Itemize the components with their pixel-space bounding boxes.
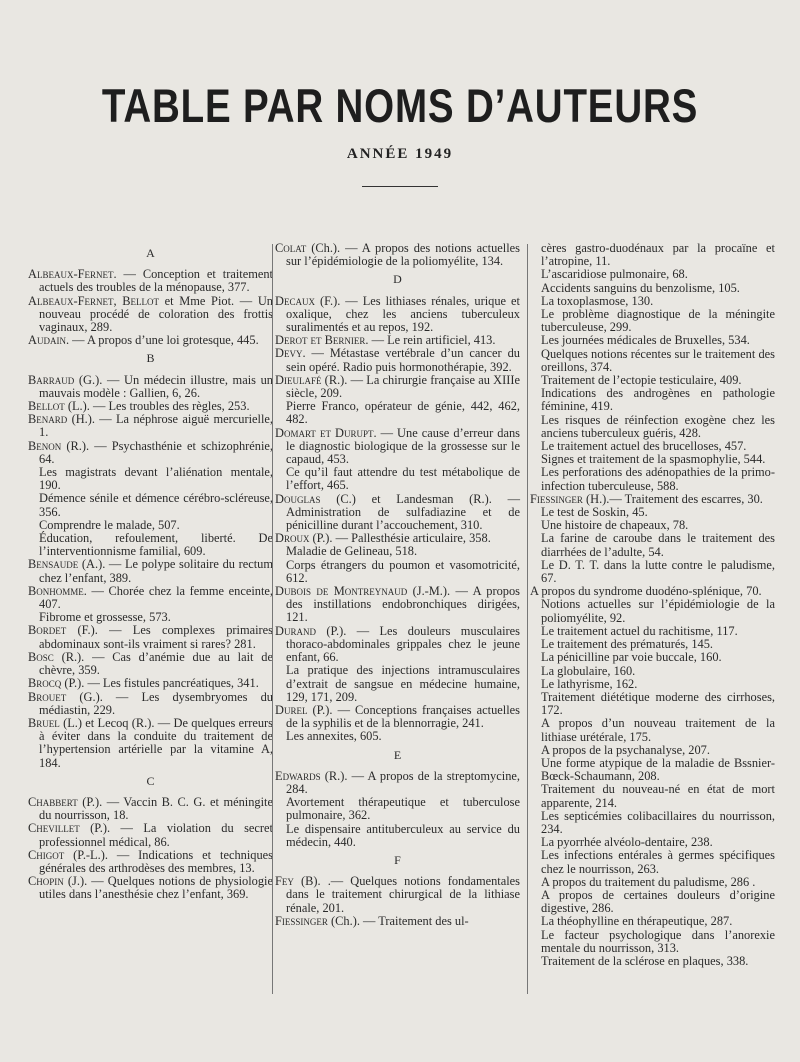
entry-text: A propos de certaines douleurs d’origine digestive, 286. [541,887,775,916]
author-name: Edwards [275,768,321,783]
entry-text: La théophylline en thérapeutique, 287. [541,914,733,929]
index-subentry [275,796,520,822]
author-name: Fiessinger [530,491,583,506]
index-subentry [530,598,775,624]
author-name: Brouet [28,689,67,704]
section-letter: C [146,773,155,788]
entry-text: Traitement du nouveau-né en état de mort apparente, 214. [541,782,775,810]
index-entry [28,822,273,848]
entry-text: (P.). — Vaccin B. C. G. et méningite du nourrisson, 18. [39,794,273,823]
index-column-1 [28,242,273,902]
entry-text: A propos d’un nouveau traitement de la lithiase urétérale, 175. [541,716,775,744]
author-name: Bruel [28,715,60,730]
entry-text: (L.). — Les troubles des règles, 253. [64,399,250,414]
entry-text: A propos du syndrome duodéno-splénique, 70. [530,584,762,599]
entry-text: Accidents sanguins du benzolisme, 105. [541,280,740,295]
entry-text: Indications des androgènes en pathologie féminine, 419. [541,386,775,414]
entry-text: La toxoplasmose, 130. [541,293,654,308]
entry-text: Traitement de l’ectopie testiculaire, 409. [541,373,742,388]
index-entry [28,295,273,335]
author-name: Brocq [28,676,62,691]
author-name: Audain. [28,333,70,348]
index-subentry [28,466,273,492]
entry-text: — A propos d’une loi grotesque, 445. [69,333,259,348]
entry-text: Le dispensaire antituberculeux au service du médecin, 440. [286,821,520,849]
author-name: Chevillet [28,821,80,836]
index-subentry [28,492,273,518]
section-letter: D [393,272,402,287]
entry-text: (F.). — Les lithiases rénales, urique et oxalique, chez les anciens tuberculeux suralimentés et au repos, 192. [286,293,520,335]
entry-text: Signes et traitement de la spasmophylie, 544. [541,452,766,467]
author-name: Albeaux-Fernet. [28,267,117,282]
index-entry [28,691,273,717]
entry-text: L’ascaridiose pulmonaire, 68. [541,267,688,282]
author-name: Barraud [28,372,75,387]
entry-text: Le traitement des prématurés, 145. [541,637,714,652]
entry-text: Les perforations des adénopathies de la primo-infection tuberculeuse, 588. [541,465,775,493]
entry-text: A propos de la psychanalyse, 207. [541,742,710,757]
index-entry [28,374,273,400]
author-name: Colat [275,241,307,255]
index-entry [28,849,273,875]
index-column-3 [530,242,775,968]
entry-text: Fibrome et grossesse, 573. [39,610,171,625]
index-entry [28,268,273,294]
index-entry [28,413,273,439]
index-entry [28,875,273,901]
author-name: Durand [275,623,316,638]
index-entry [275,704,520,730]
index-entry [275,295,520,335]
entry-text: Éducation, refoulement, liberté. De l’interventionnisme familial, 609. [39,531,273,559]
entry-text: (L.) et Lecoq (R.). — De quelques erreurs à éviter dans la conduite du traitement de l’hypertension artérielle par la vitamine A, 184. [39,715,273,770]
entry-text: Le facteur psychologique dans l’anorexie mentale du nourrisson, 313. [541,927,775,955]
section-letter: A [146,246,155,260]
index-subentry [275,823,520,849]
index-subentry [530,955,775,968]
entry-text: (R.). — A propos de la streptomycine, 284. [286,768,520,796]
index-entry [275,374,520,400]
entry-text: (Ch.). — A propos des notions actuelles sur l’épidémiologie de la poliomyélite, 134. [286,241,520,269]
index-entry [275,242,520,268]
index-subentry [530,308,775,334]
entry-text: (Ch.). — Traitement des ul- [327,913,469,928]
index-subentry [28,532,273,558]
title-rule [362,186,438,187]
index-entry [275,770,520,796]
entry-text: Le test de Soskin, 45. [541,505,648,520]
section-letter: E [393,747,402,762]
index-subentry [530,414,775,440]
author-name: Bellot [28,399,65,414]
page-title: TABLE PAR NOMS D’AUTEURS [101,79,699,132]
entry-text: Le lathyrisme, 162. [541,676,638,691]
section-letter: B [146,351,155,366]
entry-text: (R.). — Cas d’anémie due au lait de chèvre, 359. [39,649,273,678]
author-name: Douglas [275,491,321,506]
entry-text: (J.). — Quelques notions de physiologie utiles dans l’anesthésie chez l’enfant, 369. [39,874,273,902]
author-name: Chigot [28,847,65,862]
index-entry [28,440,273,466]
index-subentry [530,387,775,413]
author-name: Fey [275,874,294,889]
author-name: Chabbert [28,794,78,809]
author-name: Benon [28,438,62,453]
entry-text: Le problème diagnostique de la méningite tuberculeuse, 299. [541,307,775,335]
entry-text: Maladie de Gelineau, 518. [286,544,418,559]
entry-text: Une forme atypique de la maladie de Bssnier-Bœck-Schaumann, 208. [541,755,775,784]
author-name: Bordet [28,623,67,638]
entry-text: La pyorrhée alvéolo-dentaire, 238. [541,835,713,850]
index-subentry [275,400,520,426]
entry-text: Les magistrats devant l’aliénation mentale, 190. [39,465,273,493]
entry-text: Les risques de réinfection exogène chez les anciens tuberculeux guéris, 428. [541,412,775,440]
entry-text: (H.).— Traitement des escarres, 30. [582,491,763,506]
index-subentry [530,849,775,875]
entry-text: — Chorée chez la femme enceinte, 407. [39,583,273,612]
index-subentry [275,730,520,743]
entry-text: Les infections entérales à germes spécifiques chez le nourrisson, 263. [541,848,775,876]
index-subentry [530,717,775,743]
section-letter: F [394,852,401,867]
index-subentry [275,466,520,492]
index-subentry [530,348,775,374]
entry-text: Traitement diététique moderne des cirrhoses, 172. [541,689,775,718]
author-name: Fiessinger [275,913,328,928]
author-name: Decaux [275,293,315,308]
index-entry [275,347,520,373]
year-heading: ANNÉE 1949 [346,146,454,162]
column-divider [527,244,528,994]
entry-text: (P.-L.). — Indications et techniques générales des arthrodèses des membres, 13. [39,847,273,875]
index-entry [28,651,273,677]
index-subentry [530,691,775,717]
entry-text: Le D. T. T. dans la lutte contre le paludisme, 67. [541,557,775,586]
index-subentry [530,532,775,558]
entry-text: Ce qu’il faut attendre du test métabolique de l’effort, 465. [286,465,520,493]
entry-text: Quelques notions récentes sur le traitement des oreillons, 374. [541,346,775,374]
entry-text: (G.). — Un médecin illustre, mais un mauvais modèle : Gallien, 6, 26. [39,372,273,400]
author-name: Dieulafé [275,372,322,387]
index-subentry [530,810,775,836]
index-entry [28,558,273,584]
entry-text: Notions actuelles sur l’épidémiologie de la poliomyélite, 92. [541,597,775,625]
entry-text: La farine de caroube dans le traitement des diarrhées de l’adulte, 54. [541,531,775,559]
entry-text: A propos du traitement du paludisme, 286 . [541,874,756,889]
entry-text: Les journées médicales de Bruxelles, 534. [541,333,750,348]
author-name: Devy. [275,346,306,361]
entry-text: — Conception et traitement actuels des troubles de la ménopause, 377. [39,267,273,295]
entry-text: (B). .— Quelques notions fondamentales dans le traitement chirurgical de la lithiase rénale, 201. [286,874,520,915]
index-entry [275,625,520,665]
column-divider [272,244,273,994]
entry-text: — Métastase vertébrale d’un cancer du sein opéré. Radio puis hormonothérapie, 392. [286,346,520,374]
entry-text: Comprendre le malade, 507. [39,517,180,532]
entry-text: Avortement thérapeutique et tuberculose pulmonaire, 362. [286,795,520,823]
author-name: Chopin [28,874,64,889]
entry-text: (C.) et Landesman (R.). — Administration de sulfadiazine et de pénicilline durant l’accouchement, 310. [286,491,520,533]
index-subentry [530,242,775,268]
author-name: Dubois de Montreynaud [275,584,408,599]
entry-text: (P.). — Les fistules pancréatiques, 341. [61,676,259,691]
entry-text: (A.). — Le polype solitaire du rectum chez l’enfant, 389. [39,557,273,585]
entry-text: Traitement de la sclérose en plaques, 338. [541,953,749,968]
entry-text: et Mme Piot. — Un nouveau procédé de coloration des frottis vaginaux, 289. [39,293,273,335]
index-entry [275,427,520,467]
entry-text: La pénicilline par voie buccale, 160. [541,650,722,665]
index-subentry [530,929,775,955]
entry-text: Le traitement actuel des brucelloses, 457. [541,439,747,454]
index-subentry [275,559,520,585]
author-name: Derot et Bernier. [275,333,369,348]
index-entry [28,334,273,347]
index-subentry [530,466,775,492]
author-name: Bonhomme. [28,583,87,598]
entry-text: Les septicémies colibacillaires du nourrisson, 234. [541,808,775,836]
entry-text: (H.). — La néphrose aiguë mercurielle, 1. [39,412,273,440]
index-subentry [530,783,775,809]
entry-text: Corps étrangers du poumon et vasomotricité, 612. [286,557,520,585]
entry-text: Les annexites, 605. [286,729,382,744]
author-name: Domart et Durupt. [275,425,377,440]
author-name: Albeaux-Fernet, Bellot [28,293,159,308]
author-name: Benard [28,412,68,427]
entry-text: cères gastro-duodénaux par la procaïne et l’atropine, 11. [541,241,775,269]
entry-text: (G.). — Les dysembryomes du médiastin, 229. [39,689,273,717]
index-entry [275,585,520,625]
entry-text: Pierre Franco, opérateur de génie, 442, 462, 482. [286,399,520,427]
author-name: Bensaude [28,557,79,572]
entry-text: Le traitement actuel du rachitisme, 117. [541,623,738,638]
index-entry [28,585,273,611]
entry-text: La globulaire, 160. [541,663,636,678]
index-subentry [275,664,520,704]
entry-text: (J.-M.). — A propos des instillations endobronchiques dirigées, 121. [286,584,520,625]
author-name: Droux [275,531,310,546]
entry-text: — Le rein artificiel, 413. [368,333,496,348]
entry-text: (P.). — Les douleurs musculaires thoraco-abdominales grippales chez le jeune enfant, 66. [286,623,520,665]
entry-text: Une histoire de chapeaux, 78. [541,518,689,533]
index-entry [275,493,520,533]
index-column-2 [275,242,520,928]
entry-text: (F.). — Les complexes primaires abdominaux sont-ils vraiment si rares? 281. [39,623,273,651]
entry-text: (P.). — Conceptions françaises actuelles de la syphilis et de la blennorragie, 241. [286,702,520,731]
index-subentry [530,559,775,585]
index-entry [28,624,273,650]
index-subentry [530,889,775,915]
entry-text: (P.). — Pallesthésie articulaire, 358. [309,531,491,546]
entry-text: — Une cause d’erreur dans le diagnostic biologique de la grossesse sur le capaud, 453. [286,425,520,467]
index-entry [275,915,520,928]
index-subentry [530,757,775,783]
entry-text: (P.). — La violation du secret professionnel médical, 86. [39,821,273,849]
entry-text: La pratique des injections intramusculaires d’extrait de sangsue en médecine humaine, 129, 171, 209. [286,663,520,704]
entry-text: (R.). — Psychasthénie et schizophrénie, 64. [39,438,273,466]
index-entry [275,875,520,915]
entry-text: Démence sénile et démence cérébro-scléreuse, 356. [39,491,273,519]
index-entry [28,717,273,770]
entry-text: (R.). — La chirurgie française au XIIIe siècle, 209. [286,372,520,401]
author-name: Bosc [28,649,54,664]
author-name: Durel [275,702,308,717]
index-entry [28,796,273,822]
